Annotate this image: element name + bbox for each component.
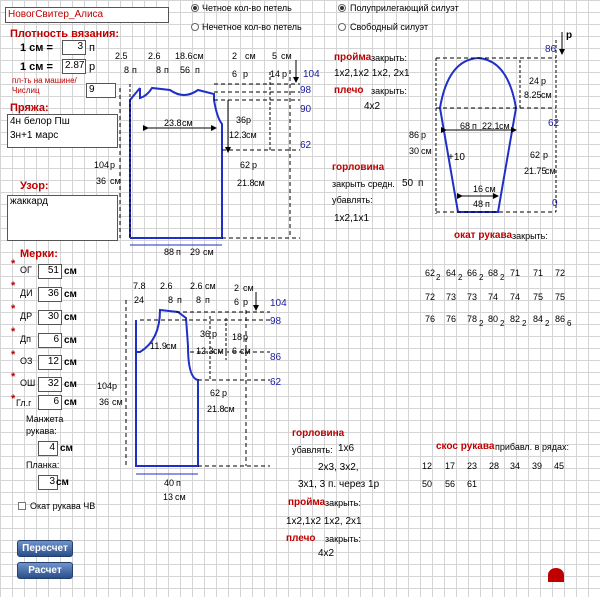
cap-cell: 68 [488,268,499,278]
sleeve-dim: 48 [473,199,484,209]
back-dim: см [254,178,265,188]
placket-unit: см [56,477,69,488]
back-dim: 12.3 [229,130,247,140]
measure-unit: см [64,266,77,277]
needles-label: Числиц [12,86,40,95]
front-dim: п [177,295,182,305]
machine-gauge-label: пл-ть на машине/ [12,76,77,85]
recalc-button[interactable]: Пересчет [17,540,73,557]
sleeve-increase: +10 [448,152,465,163]
logo-icon [548,568,564,582]
cap-cell: 73 [467,292,478,302]
bevel-cell: 23 [467,461,478,471]
gauge-stitch-label: 1 см = [20,42,53,54]
front-dim: р [243,297,249,307]
cap-sub: 2 [436,273,441,282]
sleeve-cap-checkbox[interactable] [18,502,26,510]
cap-cell: 76 [425,314,436,324]
sleeve-row-86: 86 [545,44,557,55]
back-neck-middle-value: 50 [402,178,414,189]
cap-sub: 6 [567,319,572,328]
back-dim: 14 [270,69,281,79]
back-row-104: 104 [303,69,320,80]
sleeve-dim: 68 [460,121,471,131]
cap-cell: 75 [555,292,566,302]
cap-cell: 86 [555,314,566,324]
bevel-cell: 17 [445,461,456,471]
front-dim: см [112,397,123,407]
sleeve-dim: 21.75 [524,166,547,176]
back-piece-outline [130,88,222,238]
back-shoulder-close-label: закрыть: [371,86,407,96]
odd-stitches-label: Нечетное кол-во петель [202,22,302,32]
front-dim: 2.6 [190,281,203,291]
back-dim: см [182,118,193,128]
front-dim: 62 [210,388,221,398]
back-armhole-title: пройма [334,52,372,63]
bevel-cell: 34 [510,461,521,471]
gauge-title: Плотность вязания: [10,28,120,40]
cap-cell: 84 [533,314,544,324]
back-row-98: 98 [300,85,312,96]
front-dim: 13 [163,492,174,502]
cap-cell: 71 [533,268,544,278]
back-dim: 104 [94,160,110,170]
yarn-title: Пряжа: [10,102,49,114]
measure-label: ДР [20,311,33,321]
back-dim: см [193,51,204,61]
measure-og-input[interactable]: 51 [38,264,62,279]
measure-unit: см [64,397,77,408]
back-shoulder-title: плечо [334,85,364,96]
cap-cell: 73 [446,292,457,302]
yarn-line-1: 4н белор Пш [10,116,70,127]
front-dim: 2 [234,283,240,293]
front-row-86: 86 [270,352,282,363]
measures-title: Мерки: [20,248,58,260]
front-neck-decrease-label: убавлять: [292,445,333,455]
back-dim: п [176,247,181,257]
back-dim: п [195,65,200,75]
even-stitches-label: Четное кол-во петель [202,3,292,13]
back-dim: 36 [96,176,107,186]
front-piece-outline [136,310,198,466]
back-dim: р [282,69,288,79]
back-dims [120,60,300,245]
cap-cell: 74 [510,292,521,302]
front-dim: р [112,381,118,391]
front-shoulder-sequence: 4х2 [318,548,335,559]
sleeve-dim: см [541,90,552,100]
cap-cell: 66 [467,268,478,278]
sleeve-dim: р [541,76,547,86]
front-dim: 11.9 [150,341,167,351]
front-dim: 8 [168,295,174,305]
back-shoulder-sequence: 4х2 [364,101,381,112]
back-armhole-sequence: 1х2,1х2 1х2, 2х1 [334,68,410,79]
back-dim: р [246,115,252,125]
measure-dr-input[interactable]: 30 [38,310,62,325]
front-neck-first: 1х6 [338,443,355,454]
back-neck-middle-label: закрыть средн. [332,179,395,189]
placket-input[interactable]: 3 [38,475,58,490]
yarn-textarea[interactable] [7,114,118,148]
front-armhole-close-label: закрыть: [325,498,361,508]
sleeve-dim: п [485,199,490,209]
sleeve-bevel-title: скос рукава [436,441,495,452]
back-dim: 21.8 [237,178,255,188]
front-dim: п [176,478,181,488]
back-dim: 62 [240,160,251,170]
gauge-stitches-input[interactable]: 3 [62,40,86,55]
bevel-cell: 12 [422,461,433,471]
sleeve-dim: 86 [409,130,420,140]
cap-cell: 80 [488,314,499,324]
front-neck-title: горловина [292,428,345,439]
back-dim: 2.6 [148,51,161,61]
back-dim: 8 [124,65,130,75]
measure-unit: см [64,289,77,300]
back-dim: 29 [190,247,201,257]
front-shoulder-title: плечо [286,533,316,544]
front-dim: 24 [134,295,145,305]
front-dim: см [240,346,251,356]
back-dim: 18.6 [175,51,193,61]
measure-osh-input[interactable]: 32 [38,377,62,392]
front-dim: 6 [234,297,240,307]
sleeve-dim: см [499,121,510,131]
back-dim: см [246,130,257,140]
cap-cell: 64 [446,268,457,278]
back-dim: см [110,176,121,186]
front-dim: р [222,388,228,398]
back-row-62: 62 [300,140,312,151]
cap-cell: 72 [555,268,566,278]
front-dim: 6 [232,346,238,356]
cap-sub: 2 [500,319,505,328]
back-shoulder-width: 2.5 [115,51,128,61]
sleeve-bevel-add-label: прибавл. в рядах: [495,442,570,452]
even-stitches-radio[interactable] [191,4,199,12]
measure-label: ОШ [20,378,36,388]
front-dim: 40 [164,478,175,488]
sleeve-dim: см [485,184,496,194]
front-row-104: 104 [270,298,287,309]
cap-cell: 71 [510,268,521,278]
gauge-stitch-unit: п [89,42,95,54]
bevel-cell: 28 [489,461,500,471]
front-armhole-title: пройма [288,497,326,508]
measure-label: Гл.г [16,398,32,408]
loose-fit-radio[interactable] [338,23,346,31]
project-name-input[interactable]: НовогСвитер_Алиса [5,7,169,23]
back-dim: 5 [272,51,278,61]
front-armhole-sequence: 1х2,1х2 1х2, 2х1 [286,516,362,527]
front-row-62: 62 [270,377,282,388]
bevel-cell: 50 [422,479,433,489]
sleeve-dim: р [421,130,427,140]
bevel-cell: 61 [467,479,478,489]
measure-dp-input[interactable]: 6 [38,333,62,348]
cuff-input[interactable]: 4 [38,441,58,456]
semi-fitted-radio[interactable] [338,4,346,12]
cap-cell: 82 [510,314,521,324]
sleeve-row-0: 0 [552,198,558,209]
cap-sub: 2 [479,273,484,282]
front-dim: 12.3 [196,346,214,356]
sleeve-dim: 30 [409,146,420,156]
back-dim: 88 [164,247,175,257]
bevel-cell: 45 [554,461,565,471]
back-dim: 36 [236,115,247,125]
calc-button[interactable]: Расчет [17,562,73,579]
cuff-label: Манжета [26,414,64,424]
back-dim: п [164,65,169,75]
back-dim: 8 [156,65,162,75]
front-row-98: 98 [270,316,282,327]
measure-di-input[interactable]: 36 [38,287,62,302]
back-dim: р [252,160,258,170]
measure-unit: см [64,335,77,346]
cap-cell: 72 [425,292,436,302]
measure-unit: см [64,357,77,368]
front-dim: см [243,283,254,293]
machine-gauge-input[interactable]: 9 [86,83,116,98]
cap-sub: 2 [458,273,463,282]
measure-label: ОГ [20,265,32,275]
front-shoulder-close-label: закрыть: [325,534,361,544]
placket-label: Планка: [26,460,60,470]
cap-cell: 62 [425,268,436,278]
cap-cell: 75 [533,292,544,302]
front-dim: см [166,341,177,351]
back-dim: п [132,65,137,75]
cap-sub: 2 [545,319,550,328]
sleeve-cap-close-label: закрыть: [512,231,548,241]
back-neck-title: горловина [332,162,385,173]
back-dim: 2 [232,51,238,61]
gauge-rows-input[interactable]: 2.87 [62,59,86,74]
sleeve-rows-axis: р [566,30,573,41]
cuff-label-2: рукава: [26,426,57,436]
gauge-row-label: 1 см = [20,61,53,73]
front-dim: 36 [200,329,211,339]
semi-fitted-label: Полуприлегающий силуэт [350,3,459,13]
odd-stitches-radio[interactable] [191,23,199,31]
sleeve-cap-title: окат рукава [454,230,513,241]
front-dim: р [243,332,249,342]
loose-fit-label: Свободный силуэт [350,22,429,32]
front-dim: 7.8 [133,281,146,291]
measure-label: ДИ [20,288,33,298]
back-dim: р [243,69,249,79]
back-dim: 56 [180,65,191,75]
gauge-row-unit: р [89,61,96,73]
front-dim: 18 [232,332,243,342]
front-dim: п [205,295,210,305]
sleeve-dim: 8.25 [524,90,542,100]
cap-cell: 78 [467,314,478,324]
bevel-cell: 56 [445,479,456,489]
front-dim: см [175,492,186,502]
cap-cell: 76 [446,314,457,324]
back-neck-sequence: 1х2,1х1 [334,213,370,224]
front-dim: см [224,404,235,414]
front-dim: 21.8 [207,404,225,414]
sleeve-dim: п [472,121,477,131]
back-dim: р [110,160,116,170]
yarn-line-2: 3н+1 марс [10,130,59,141]
back-armhole-close-label: закрыть: [371,53,407,63]
cap-sub: 2 [500,273,505,282]
measure-oz-input[interactable]: 12 [38,355,62,370]
measure-label: ОЗ [20,356,33,366]
sleeve-dim: 22.1 [482,121,500,131]
sleeve-dim: р [543,150,549,160]
sleeve-dim: см [545,166,556,176]
cap-sub: 2 [479,319,484,328]
front-dim: 8 [196,295,202,305]
back-neck-decrease-label: убавлять: [332,195,373,205]
sleeve-dim: 24 [529,76,540,86]
front-dim: см [205,281,216,291]
back-dim: 6 [232,69,238,79]
cap-cell: 74 [488,292,499,302]
sleeve-dim: 16 [473,184,484,194]
measure-unit: см [64,312,77,323]
front-dim: 36 [99,397,110,407]
front-dim: см [213,346,224,356]
bevel-cell: 39 [532,461,543,471]
front-dim: р [212,329,218,339]
back-row-90: 90 [300,104,312,115]
measure-label: Дп [20,334,31,344]
sleeve-row-62: 62 [548,118,560,129]
back-neck-middle-unit: п [418,178,424,189]
front-neck-seq-2: 3х1, 3 п. через 1р [298,479,380,490]
back-dim: см [281,51,292,61]
pattern-textarea[interactable]: жаккард [7,195,118,241]
sleeve-cap-checkbox-label: Окат рукава ЧВ [30,501,96,511]
pattern-title: Узор: [20,180,49,192]
front-dim: 104 [97,381,113,391]
front-neck-seq-1: 2х3, 3х2, [318,462,359,473]
measure-unit: см [64,379,77,390]
back-dim: см [203,247,214,257]
back-dim: 23.8 [164,118,182,128]
measure-glg-input[interactable]: 6 [38,395,62,410]
cap-sub: 2 [522,319,527,328]
sleeve-dim: см [421,146,432,156]
back-dim: см [245,51,256,61]
front-dim: 2.6 [160,281,173,291]
cuff-unit: см [60,443,73,454]
sleeve-dim: 62 [530,150,541,160]
